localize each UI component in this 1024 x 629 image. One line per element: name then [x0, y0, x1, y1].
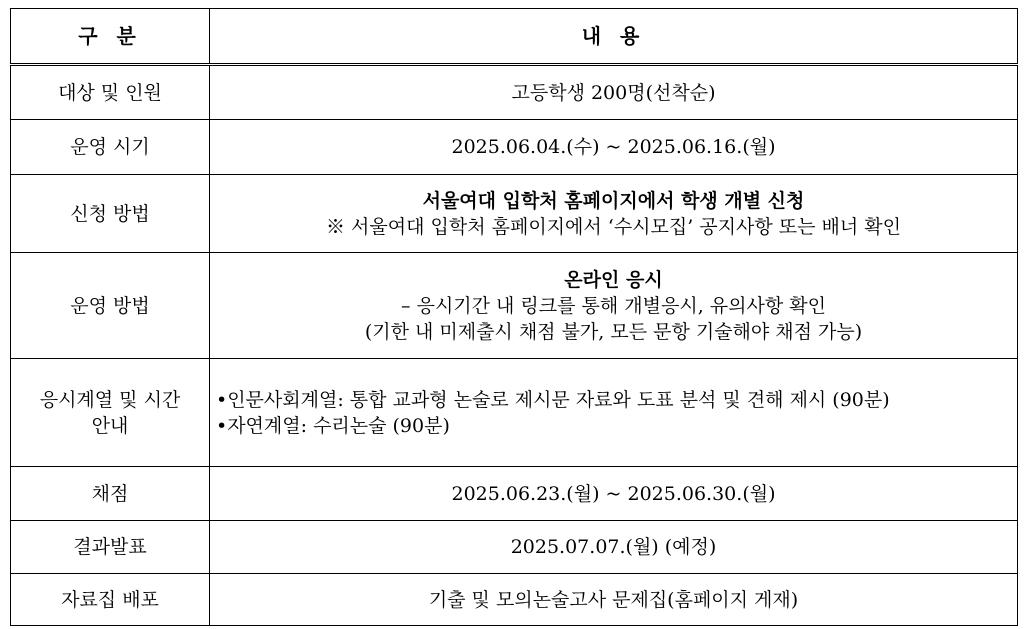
row-label: 채점	[11, 467, 210, 521]
table-row-period	[11, 120, 1018, 175]
table-row-grading	[11, 467, 1018, 521]
row-content	[210, 467, 1018, 521]
content-line: •자연계열: 수리논술 (90분)	[216, 414, 450, 437]
row-label	[11, 359, 210, 467]
content-line: 고등학생 200명(선착순)	[511, 81, 716, 104]
table-row-target	[11, 65, 1018, 120]
content-line: •인문사회계열: 통합 교과형 논술로 제시문 자료와 도표 분석 및 견해 제시 (90분)	[216, 388, 890, 411]
content-line: ※ 서울여대 입학처 홈페이지에서 ‘수시모집’ 공지사항 또는 배너 확인	[326, 215, 901, 238]
program-info-table	[10, 8, 1018, 626]
table-row-results	[11, 521, 1018, 574]
row-label: 신청 방법	[11, 175, 210, 253]
row-content	[210, 521, 1018, 574]
row-content	[210, 253, 1018, 359]
content-line: 온라인 응시	[564, 268, 663, 291]
header-content: 내 용	[210, 9, 1018, 65]
row-label: 대상 및 인원	[11, 65, 210, 120]
table-row-fields	[11, 359, 1018, 467]
row-content	[210, 359, 1018, 467]
content-line: 기출 및 모의논술고사 문제집(홈페이지 게재)	[428, 588, 799, 611]
content-line: 2025.06.04.(수) ~ 2025.06.16.(월)	[451, 136, 776, 158]
table-header-row	[11, 9, 1018, 65]
row-content	[210, 175, 1018, 253]
table-row-materials	[11, 574, 1018, 626]
row-content	[210, 574, 1018, 626]
row-label: 운영 시기	[11, 120, 210, 175]
label-line: 응시계열 및 시간	[39, 388, 181, 411]
content-line: 2025.07.07.(월) (예정)	[510, 536, 717, 558]
table-row-application	[11, 175, 1018, 253]
row-label: 결과발표	[11, 521, 210, 574]
content-line: (기한 내 미제출시 채점 불가, 모든 문항 기술해야 채점 가능)	[364, 320, 863, 343]
program-info-table-wrapper	[10, 8, 1018, 626]
row-content	[210, 120, 1018, 175]
row-content	[210, 65, 1018, 120]
header-category: 구 분	[11, 9, 210, 65]
label-line: 안내	[91, 414, 129, 437]
row-label: 자료집 배포	[11, 574, 210, 626]
content-line: 서울여대 입학처 홈페이지에서 학생 개별 신청	[422, 189, 805, 212]
content-line: – 응시기간 내 링크를 통해 개별응시, 유의사항 확인	[401, 294, 826, 317]
row-label: 운영 방법	[11, 253, 210, 359]
content-line: 2025.06.23.(월) ~ 2025.06.30.(월)	[451, 482, 776, 505]
table-row-operation	[11, 253, 1018, 359]
